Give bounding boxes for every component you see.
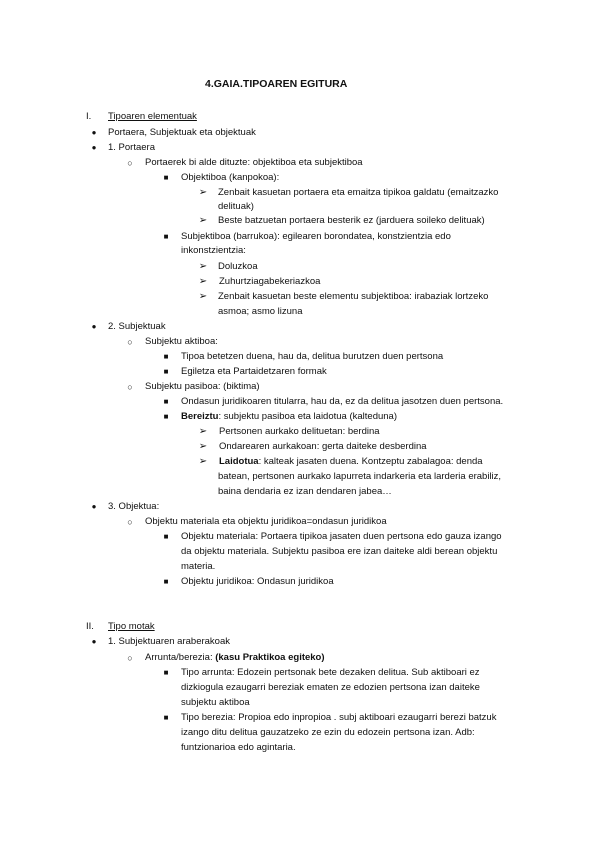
square-bullet-icon: ■ (163, 232, 169, 241)
list-item: Pertsonen aurkako delituetan: berdina (219, 426, 380, 437)
list-item: 2. Subjektuak (108, 321, 166, 332)
bold-term: Bereiztu (181, 411, 219, 422)
list-item: 1. Portaera (108, 142, 155, 153)
list-item: Objektu juridikoa: Ondasun juridikoa (181, 576, 334, 587)
arrow-bullet-icon: ➢ (198, 215, 208, 226)
list-item: 1. Subjektuaren araberakoak (108, 636, 230, 647)
item-text: Arrunta/berezia: (145, 652, 216, 663)
list-item-continuation: baina dendaria ez izan dendaren jabea… (218, 486, 392, 497)
circle-bullet-icon: ○ (127, 382, 133, 392)
list-item: Portaerek bi alde dituzte: objektiboa eta subjektiboa (145, 157, 363, 168)
square-bullet-icon: ■ (163, 173, 169, 182)
list-item-continuation: subjektu aktiboa (181, 697, 250, 708)
square-bullet-icon: ■ (163, 577, 169, 586)
square-bullet-icon: ■ (163, 713, 169, 722)
list-item: Zenbait kasuetan beste elementu subjektiboa: irabaziak lortzeko (218, 291, 489, 302)
bold-term: (kasu Praktikoa egiteko) (215, 652, 325, 663)
arrow-bullet-icon: ➢ (198, 456, 208, 467)
bullet-icon: ● (91, 322, 97, 331)
square-bullet-icon: ■ (163, 367, 169, 376)
list-item: Egiletza eta Partaidetzaren formak (181, 366, 327, 377)
list-item: Objektu materiala: Portaera tipikoa jasaten duen pertsona edo gauza izango (181, 531, 502, 542)
item-text: : kalteak jasaten duena. Kontzeptu zabalagoa: denda (258, 456, 483, 467)
arrow-bullet-icon: ➢ (198, 291, 208, 302)
list-item: Doluzkoa (218, 261, 258, 272)
circle-bullet-icon: ○ (127, 517, 133, 527)
arrow-bullet-icon: ➢ (198, 441, 208, 452)
list-item-continuation: materia. (181, 561, 216, 572)
list-item: Subjektu pasiboa: (biktima) (145, 381, 260, 392)
list-item: Subjektiboa (barrukoa): egilearen borondatea, konstzientzia edo (181, 231, 451, 242)
list-item-continuation: dizkiogula ezaugarri bereziak ematen ze edozien pertsona izan daiteke (181, 682, 480, 693)
list-item: Subjektu aktiboa: (145, 336, 218, 347)
list-item-continuation: batean, pertsonen aurkako lapurreta indarkeria eta larderia erabiliz, (218, 471, 502, 482)
bullet-icon: ● (91, 502, 97, 511)
circle-bullet-icon: ○ (127, 653, 133, 663)
list-item-continuation: funtzionarioa edo agintaria. (181, 742, 296, 753)
list-item-continuation: delituak) (218, 201, 254, 212)
list-item-continuation: izango ditu delitua gauzatzeko ze ezin du edozein pertsona izan. Adb: (181, 727, 475, 738)
list-item: Ondasun juridikoaren titularra, hau da, ez da delitua jasotzen duen pertsona. (181, 396, 504, 407)
bullet-icon: ● (91, 637, 97, 646)
arrow-bullet-icon: ➢ (198, 261, 208, 272)
list-item: 3. Objektua: (108, 501, 160, 512)
bullet-icon: ● (91, 143, 97, 152)
section-heading: Tipoaren elementuak (108, 111, 197, 122)
list-item-continuation: da objektu materiala. Subjektu pasiboa ere izan daiteke aldi berean objektu (181, 546, 498, 557)
list-item: Objektu materiala eta objektu juridikoa=ondasun juridikoa (145, 516, 387, 527)
list-item (181, 411, 397, 423)
item-text: : subjektu pasiboa eta laidotua (kalteduna) (218, 411, 397, 422)
square-bullet-icon: ■ (163, 532, 169, 541)
list-item: Tipoa betetzen duena, hau da, delitua burutzen duen pertsona (181, 351, 444, 362)
list-item: Tipo berezia: Propioa edo inpropioa . subj aktiboari ezaugarri berezi batzuk (181, 712, 497, 723)
section-number: II. (86, 621, 94, 632)
list-item: Ondarearen aurkakoan: gerta daiteke desberdina (219, 441, 427, 452)
square-bullet-icon: ■ (163, 352, 169, 361)
bullet-icon: ● (91, 128, 97, 137)
square-bullet-icon: ■ (163, 397, 169, 406)
circle-bullet-icon: ○ (127, 158, 133, 168)
list-item (145, 652, 325, 664)
list-item-continuation: inkonstzientzia: (181, 245, 246, 256)
list-item: Portaera, Subjektuak eta objektuak (108, 127, 256, 138)
bold-term: Laidotua (219, 456, 259, 467)
list-item: Beste batzuetan portaera besterik ez (jarduera soileko delituak) (218, 215, 485, 226)
page-title: 4.GAIA.TIPOAREN EGITURA (205, 78, 348, 90)
list-item: Objektiboa (kanpokoa): (181, 172, 280, 183)
list-item: Tipo arrunta: Edozein pertsonak bete dezaken delitua. Sub aktiboari ez (181, 667, 480, 678)
list-item: Zenbait kasuetan portaera eta emaitza tipikoa galdatu (emaitzazko (218, 187, 499, 198)
list-item: Zuhurtziagabekeriazkoa (219, 276, 321, 287)
arrow-bullet-icon: ➢ (198, 276, 208, 287)
list-item-continuation: asmoa; asmo lizuna (218, 306, 303, 317)
section-heading: Tipo motak (108, 621, 155, 632)
square-bullet-icon: ■ (163, 668, 169, 677)
arrow-bullet-icon: ➢ (198, 426, 208, 437)
circle-bullet-icon: ○ (127, 337, 133, 347)
square-bullet-icon: ■ (163, 412, 169, 421)
section-number: I. (86, 111, 92, 122)
arrow-bullet-icon: ➢ (198, 187, 208, 198)
list-item (219, 456, 483, 468)
